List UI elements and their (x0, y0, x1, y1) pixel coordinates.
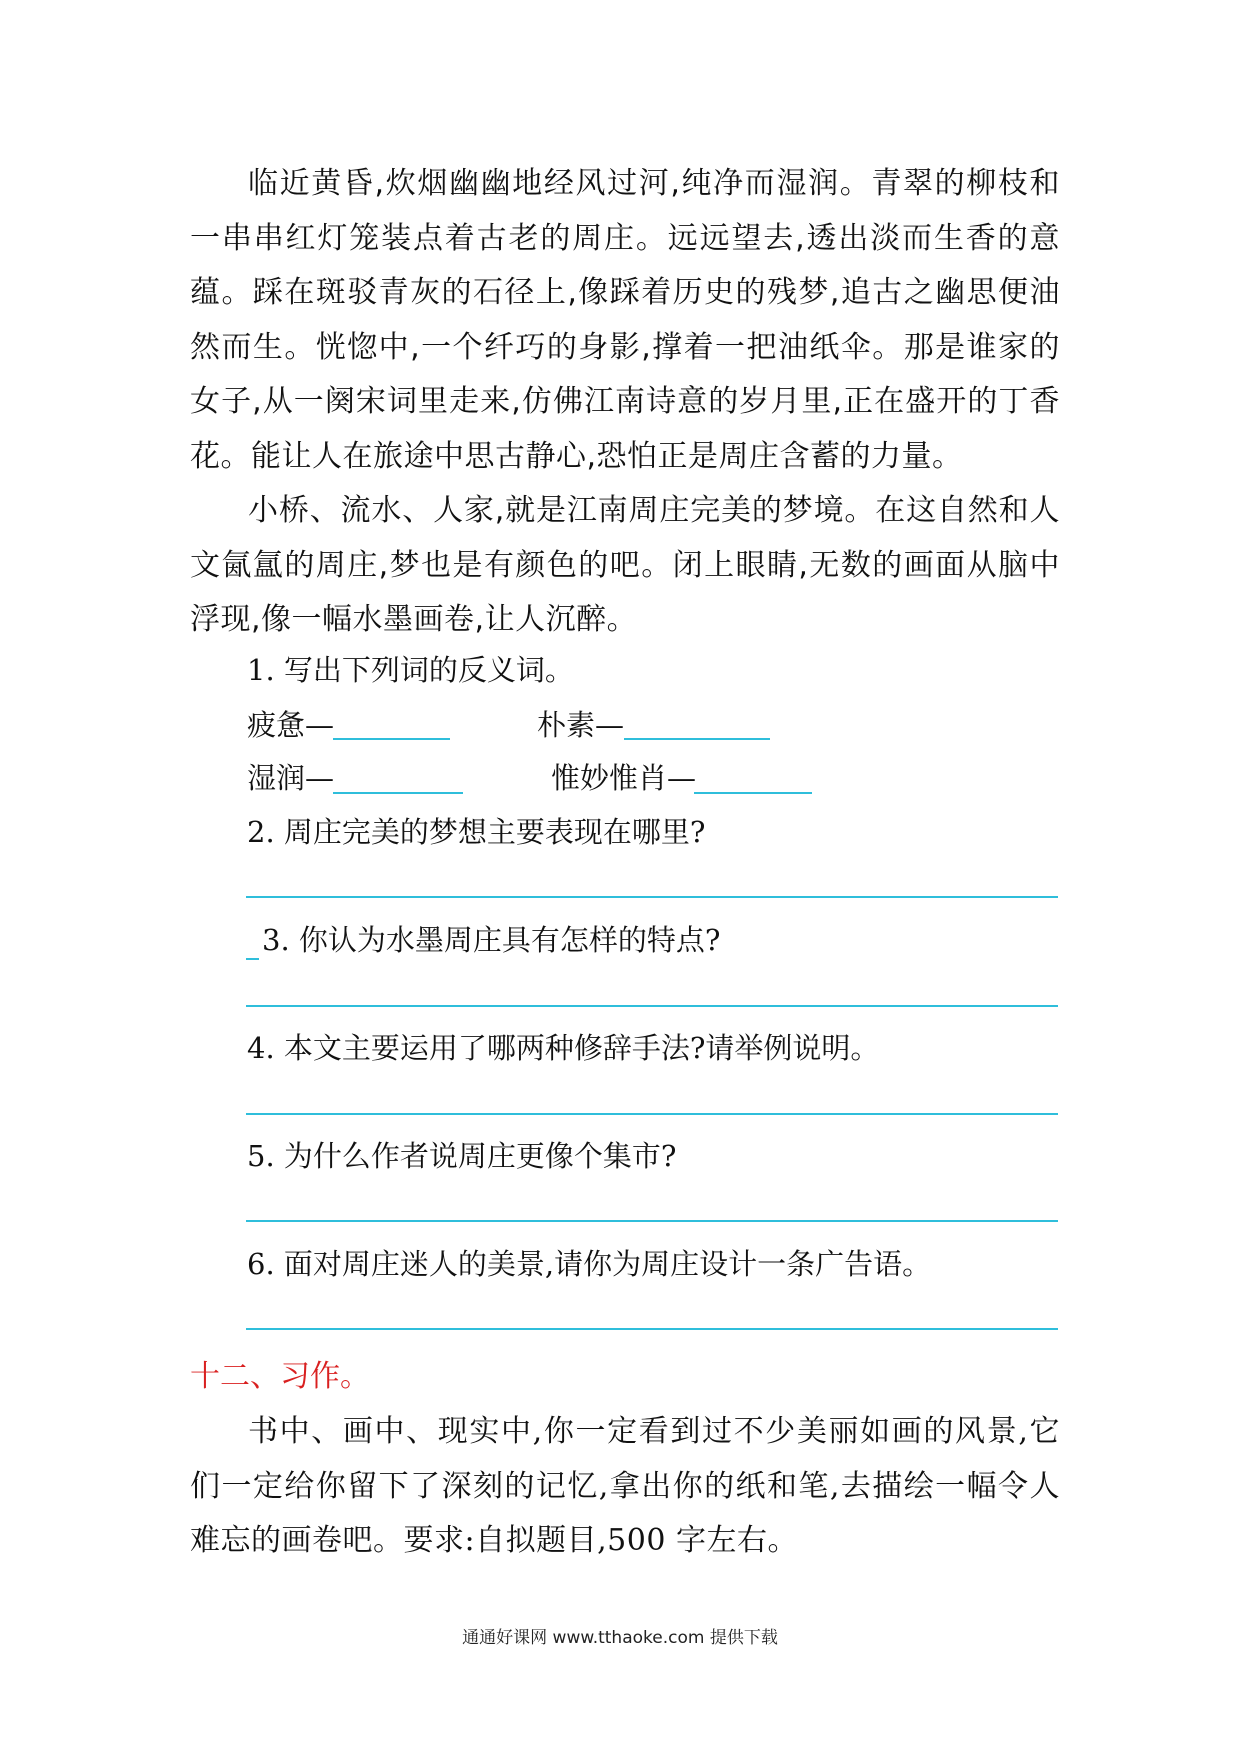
antonym-blank-3[interactable] (333, 792, 463, 794)
antonym-blank-2[interactable] (624, 738, 770, 740)
stray-underline-mark (246, 958, 259, 960)
answer-line-3[interactable] (246, 1005, 1058, 1007)
question-3: 3. 你认为水墨周庄具有怎样的特点? (262, 923, 721, 957)
antonym-label-1: 疲惫— (247, 708, 335, 742)
antonym-label-3: 湿润— (247, 761, 335, 795)
antonym-label-2: 朴素— (537, 708, 625, 742)
passage-paragraph-2: 小桥、流水、人家,就是江南周庄完美的梦境。在这自然和人文氤氲的周庄,梦也是有颜色的吧。闭上眼睛,无数的画面从脑中浮现,像一幅水墨画卷,让人沉醉。 (190, 493, 1060, 637)
antonym-blank-1[interactable] (333, 738, 450, 740)
question-2: 2. 周庄完美的梦想主要表现在哪里? (247, 815, 706, 849)
answer-line-4[interactable] (246, 1113, 1058, 1115)
question-1: 1. 写出下列词的反义词。 (247, 653, 574, 687)
answer-line-6[interactable] (246, 1328, 1058, 1330)
answer-line-5[interactable] (246, 1220, 1058, 1222)
composition-prompt: 书中、画中、现实中,你一定看到过不少美丽如画的风景,它们一定给你留下了深刻的记忆,拿出你的纸和笔,去描绘一幅令人难忘的画卷吧。要求:自拟题目,500 字左右。 (190, 1414, 1060, 1558)
answer-line-2[interactable] (246, 896, 1058, 898)
antonym-blank-4[interactable] (694, 792, 812, 794)
question-4: 4. 本文主要运用了哪两种修辞手法?请举例说明。 (247, 1031, 880, 1065)
footer-credit: 通通好课网 www.tthaoke.com 提供下载 (462, 1628, 778, 1648)
passage-paragraph-1: 临近黄昏,炊烟幽幽地经风过河,纯净而湿润。青翠的柳枝和一串串红灯笼装点着古老的周庄。远远望去,透出淡而生香的意蕴。踩在斑驳青灰的石径上,像踩着历史的残梦,追古之幽思便油然而生。恍惚中,一个纤巧的身影,撑着一把油纸伞。那是谁家的女子,从一阕宋词里走来,仿佛江南诗意的岁月里,正在盛开的丁香花。能让人在旅途中思古静心,恐怕正是周庄含蓄的力量。 (190, 166, 1060, 474)
question-6: 6. 面对周庄迷人的美景,请你为周庄设计一条广告语。 (247, 1247, 932, 1281)
question-5: 5. 为什么作者说周庄更像个集市? (247, 1139, 677, 1173)
section-heading: 十二、习作。 (190, 1359, 370, 1394)
antonym-label-4: 惟妙惟肖— (551, 761, 697, 795)
